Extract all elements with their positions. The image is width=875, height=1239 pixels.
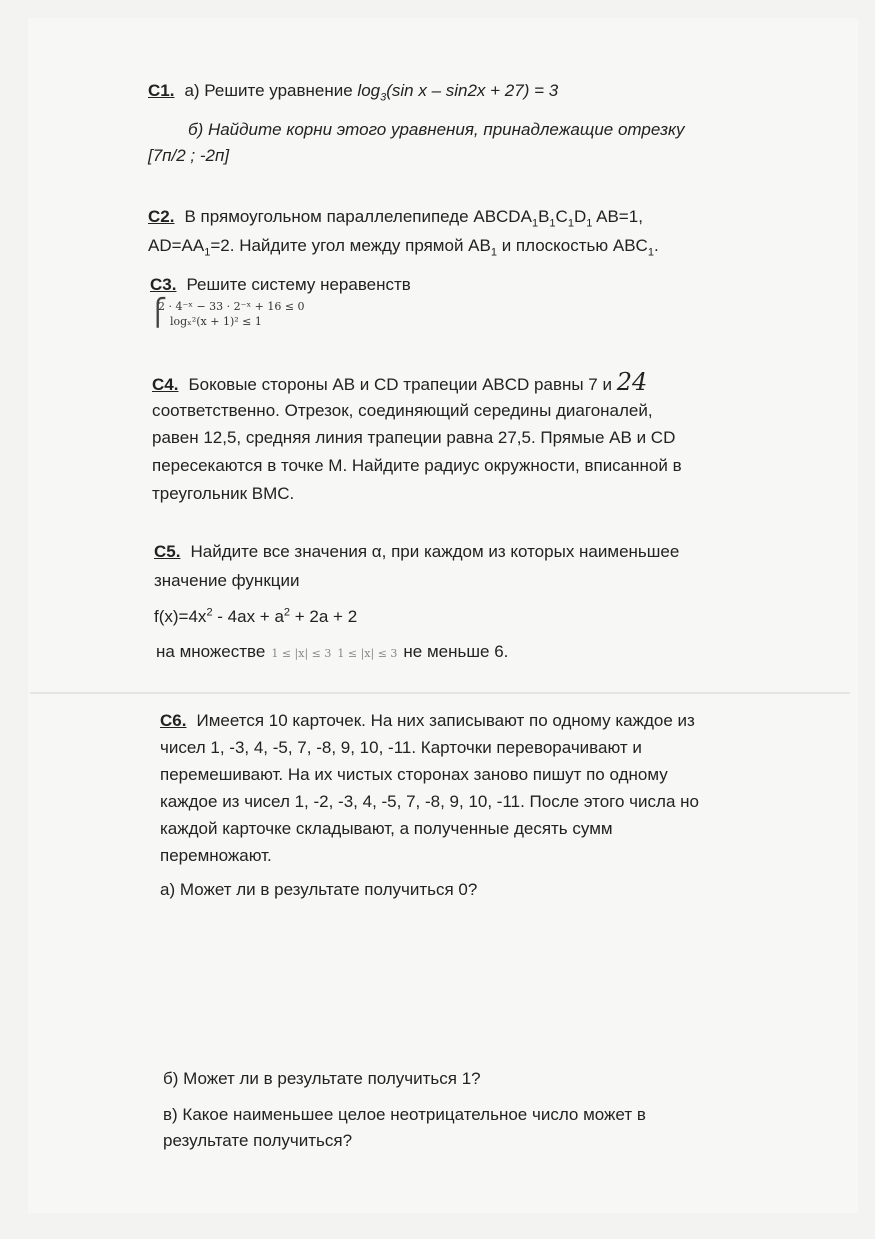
c6-question-v-2: результате получиться?	[163, 1131, 353, 1150]
c1-label: С1.	[148, 81, 175, 100]
c4-handwritten-number: 24	[616, 368, 648, 396]
c4-line-4: пересекаются в точке М. Найдите радиус окружности, вписанной в	[152, 456, 682, 475]
c6-line-2: чисел 1, -3, 4, -5, 7, -8, 9, 10, -11. Карточки переворачивают и	[160, 738, 642, 757]
document-page	[28, 18, 858, 1213]
c5-function: $f(x)=4x^2 - 4ax + a^2 + 2a + 2$	[154, 606, 358, 626]
c6-label: С6.	[160, 711, 187, 730]
c6-line-4: каждое из чисел 1, -2, -3, 4, -5, 7, -8, 9, 10, -11. После этого числа но	[160, 792, 699, 811]
c4-line-5: треугольник BMC.	[152, 484, 295, 503]
c2-label: С2.	[148, 207, 175, 226]
c1-a-prefix: а) Решите уравнение	[184, 81, 358, 100]
c3-line	[150, 274, 411, 296]
c5-line-1: С5. Найдите все значения α, при каждом из которых наименьшее	[154, 542, 680, 561]
c6-question-v-1: в) Какое наименьшее целое неотрицательное число может в	[163, 1105, 646, 1124]
c3-inequality-1: 2 · 4⁻ˣ − 33 · 2⁻ˣ + 16 ≤ 0	[158, 300, 305, 313]
c3-text: Решите систему неравенств	[186, 275, 411, 294]
c3-inequality-2: logₓ²(x + 1)² ≤ 1	[170, 315, 262, 328]
c5-line-2: значение функции	[154, 571, 300, 590]
c5-set-2: 1 ≤ |x| ≤ 3	[337, 647, 398, 660]
c5-line-4: на множестве 1 ≤ |x| ≤ 3 1 ≤ |x| ≤ 3 не меньше 6.	[156, 642, 509, 661]
paper-fold-line	[30, 692, 850, 694]
c6-line-5: каждой карточке складывают, а полученные десять сумм	[160, 819, 613, 838]
c1-line-a	[148, 80, 558, 102]
c4-line-3: равен 12,5, средняя линия трапеции равна 27,5. Прямые AB и CD	[152, 428, 676, 447]
c4-label: С4.	[152, 375, 179, 394]
c6-line-3: перемешивают. На их чистых сторонах заново пишут по одному	[160, 765, 668, 784]
c4-line-2: соответственно. Отрезок, соединяющий середины диагоналей,	[152, 401, 653, 420]
c1-line-b2: [7п/2 ; -2п]	[148, 146, 230, 165]
c1-equation: $\log_3(\sin$ x – sin2x + 27) = 3	[357, 81, 559, 104]
c6-line-1: С6. Имеется 10 карточек. На них записывают по одному каждое из	[160, 711, 695, 730]
c4-line-1: С4. Боковые стороны AB и CD трапеции ABCD равны 7 и 24	[152, 368, 648, 396]
c2-line-1: С2. В прямоугольном параллелепипеде $ABCDA_1B_1C_1D_1$ AB=1,	[148, 207, 643, 230]
c1-line-b1: б) Найдите корни этого уравнения, принадлежащие отрезку	[188, 120, 685, 139]
c3-label: С3.	[150, 275, 177, 294]
system-brace-icon: ⎧	[148, 298, 168, 328]
c6-question-b: б) Может ли в результате получиться 1?	[163, 1069, 481, 1088]
c5-set-1: 1 ≤ |x| ≤ 3	[271, 647, 332, 660]
c6-question-a: а) Может ли в результате получиться 0?	[160, 880, 478, 899]
c6-line-6: перемножают.	[160, 846, 272, 865]
c2-line-2: $AD=AA_1=2$. Найдите угол между прямой $AB_1$ и плоскостью $ABC_1$.	[148, 236, 659, 259]
c5-label: С5.	[154, 542, 181, 561]
